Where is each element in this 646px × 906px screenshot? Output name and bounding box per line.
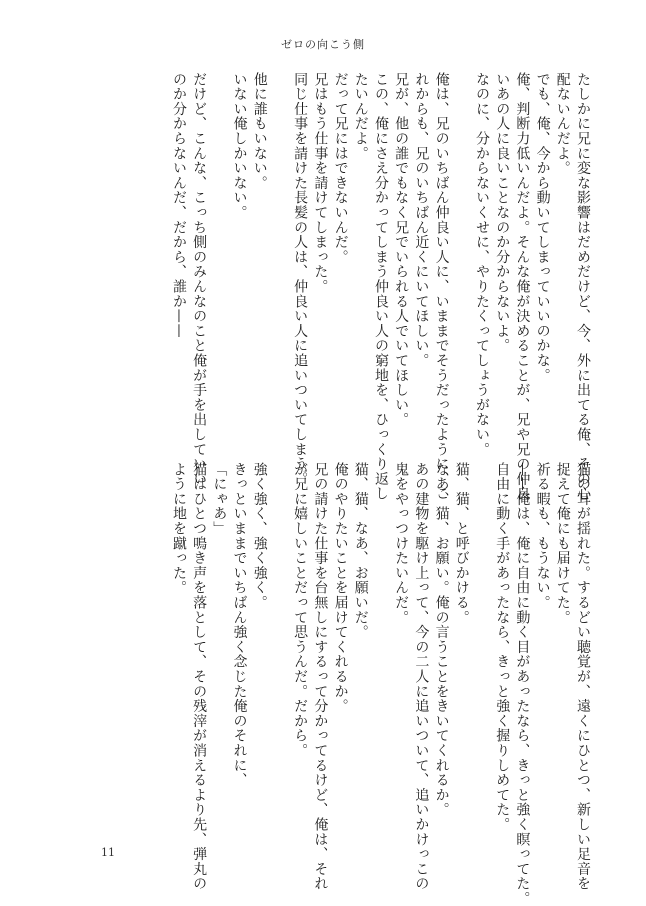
text-line: いあの人に良いことなのか分からないよ。 xyxy=(494,72,511,354)
blank-line xyxy=(452,72,472,424)
blank-line xyxy=(472,462,492,832)
text-line: たいんだよ。 xyxy=(352,72,369,161)
text-line: たしかに兄に変な影響はだめだけど、今、外に出てる俺、その心 xyxy=(575,72,591,502)
text-line: のか分からないんだ、だから、誰か—— xyxy=(170,72,187,339)
text-line: 俺は、兄のいちばん仲良い人に、いままでそうだったように、こ xyxy=(433,72,450,502)
text-line: 同じ仕事を請けた長髪の人は、仲良い人に追いついてしまう。 xyxy=(292,72,309,487)
text-line: いない俺しかいない。 xyxy=(231,72,248,220)
text-line: きっといままでいちばん強く念じた俺のそれに、 xyxy=(231,462,248,788)
blank-line xyxy=(371,462,391,832)
text-line: 俺、判断力低いんだよ。そんな俺が決めることが、兄や兄の仲良 xyxy=(514,72,531,502)
text-line: 猫、猫、なあ、お願いだ。 xyxy=(352,462,369,640)
text-line: 自由に動く手があったなら、きっと強く握りしめてた。 xyxy=(494,462,511,832)
text-line: なあ、猫、お願い。俺の言うことをきいてくれるか。 xyxy=(433,462,450,818)
text-line: 猫の耳が揺れた。するどい聴覚が、遠くにひとつ、新しい足音を xyxy=(575,462,591,892)
text-line: 他に誰もいない。 xyxy=(251,72,268,191)
text-line: 俺のやりたいことを届けてくれるか。 xyxy=(332,462,349,714)
text-line: この、俺にさえ分かってしまう仲良い人の窮地を、ひっくり返し xyxy=(372,72,389,502)
text-line: あの建物を駆け上って、今の二人に追いついて、追いかけっこの xyxy=(413,462,430,892)
text-line: 配ないんだよ。 xyxy=(554,72,571,176)
text-block-bottom xyxy=(169,462,593,906)
text-line: 強く強く、強く強く。 xyxy=(251,462,268,610)
text-line: 猫はひとつ鳴き声を落として、その残滓が消えるより先、弾丸の xyxy=(191,462,208,892)
text-line: 兄の請けた仕事を台無しにするって分かってるけど、俺は、それ xyxy=(312,462,329,892)
text-line: 兄はもう仕事を請けてしまった。 xyxy=(312,72,329,294)
text-line: なのに、分からないくせに、やりたくってしょうがない。 xyxy=(473,72,490,457)
blank-line xyxy=(270,72,290,424)
running-head: ゼロの向こう側 xyxy=(281,38,365,51)
text-line: 「にゃあ」 xyxy=(211,462,228,536)
text-line: 兄が、他の誰でもなく兄でいられる人でいてほしい。 xyxy=(393,72,410,428)
blank-line xyxy=(270,462,290,832)
text-line: 捉えて俺にも届けてた。 xyxy=(554,462,571,625)
text-line: でも、俺、今から動いてしまっていいのかな。 xyxy=(534,72,551,383)
page-number: 11 xyxy=(101,846,115,859)
text-line: 猫、猫、と呼びかける。 xyxy=(453,462,470,625)
text-line: だけど、こんな、こっち側のみんなのこと俺が手を出していい xyxy=(191,72,208,487)
text-line: ように地を蹴った。 xyxy=(170,462,187,596)
text-line: 鬼をやっつけたいんだ。 xyxy=(393,462,410,625)
text-line: 祈る暇も、もうない。 xyxy=(534,462,551,610)
text-line: が兄に嬉しいことだって思うんだ。だから。 xyxy=(292,462,309,758)
text-line: ——俺は、俺に自由に動く目があったなら、きっと強く瞑ってた。 xyxy=(514,462,531,906)
text-line: だって兄にはできないんだ。 xyxy=(332,72,349,265)
blank-line xyxy=(209,72,229,424)
text-line: れからも、兄のいちばん近くにいてほしい。 xyxy=(413,72,430,368)
